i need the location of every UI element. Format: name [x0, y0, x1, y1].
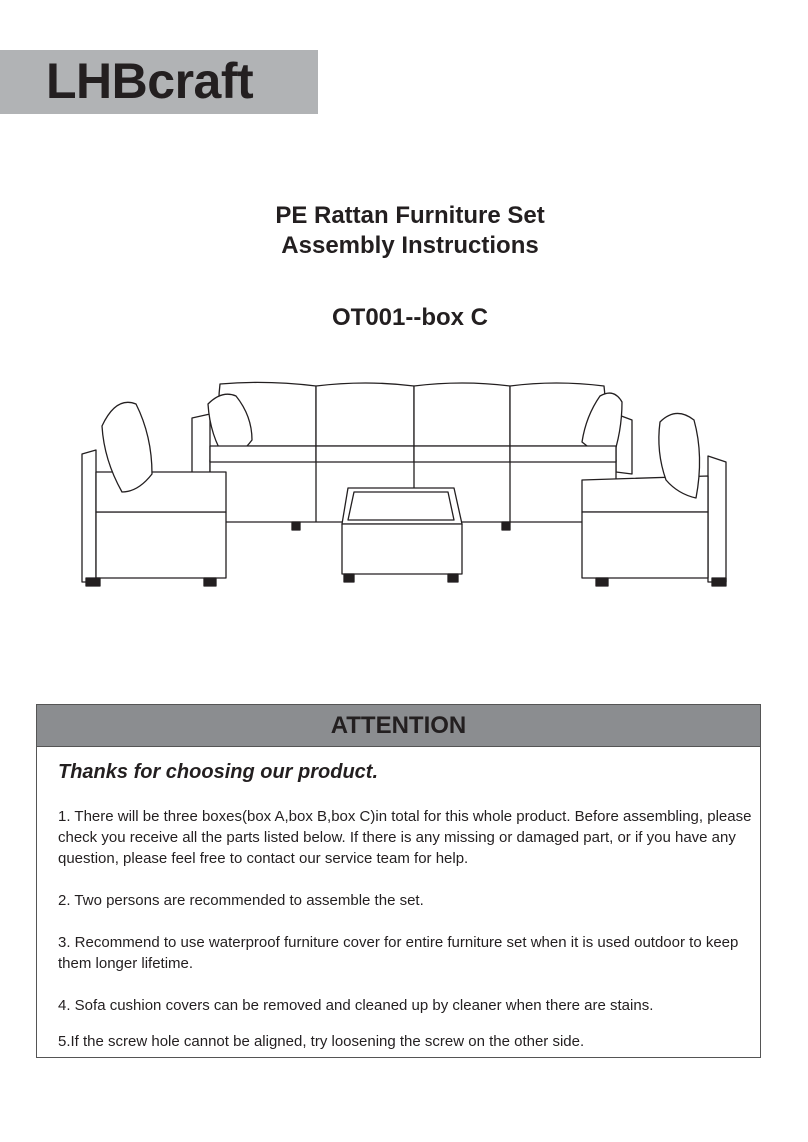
- instruction-item: 5.If the screw hole cannot be aligned, try loosening the screw on the other side.: [58, 1033, 585, 1050]
- furniture-set-illustration: [76, 376, 732, 590]
- brand-banner: [0, 50, 318, 114]
- instruction-item: 3. Recommend to use waterproof furniture cover for entire furniture set when it is used outdoor to keep them longer lifetime.: [58, 934, 739, 972]
- thanks-message: Thanks for choosing our product.: [58, 761, 378, 783]
- document-title: PE Rattan Furniture Set: [275, 202, 545, 229]
- attention-box: [36, 704, 761, 1058]
- attention-heading: ATTENTION: [37, 705, 760, 747]
- brand-logo-text: LHBcraft: [46, 53, 254, 109]
- document-subtitle: Assembly Instructions: [281, 232, 539, 259]
- instruction-item: 2. Two persons are recommended to assemble the set.: [58, 892, 424, 909]
- instruction-item: 4. Sofa cushion covers can be removed and cleaned up by cleaner when there are stains.: [58, 997, 654, 1014]
- coffee-table: [342, 488, 462, 582]
- instruction-item: 1. There will be three boxes(box A,box B,box C)in total for this whole product. Before assembling, please check you receive all the parts listed below. If there is any missing or damaged part, or if you have any question, please feel free to contact our service team for help.: [58, 808, 752, 867]
- model-number: OT001--box C: [331, 304, 489, 331]
